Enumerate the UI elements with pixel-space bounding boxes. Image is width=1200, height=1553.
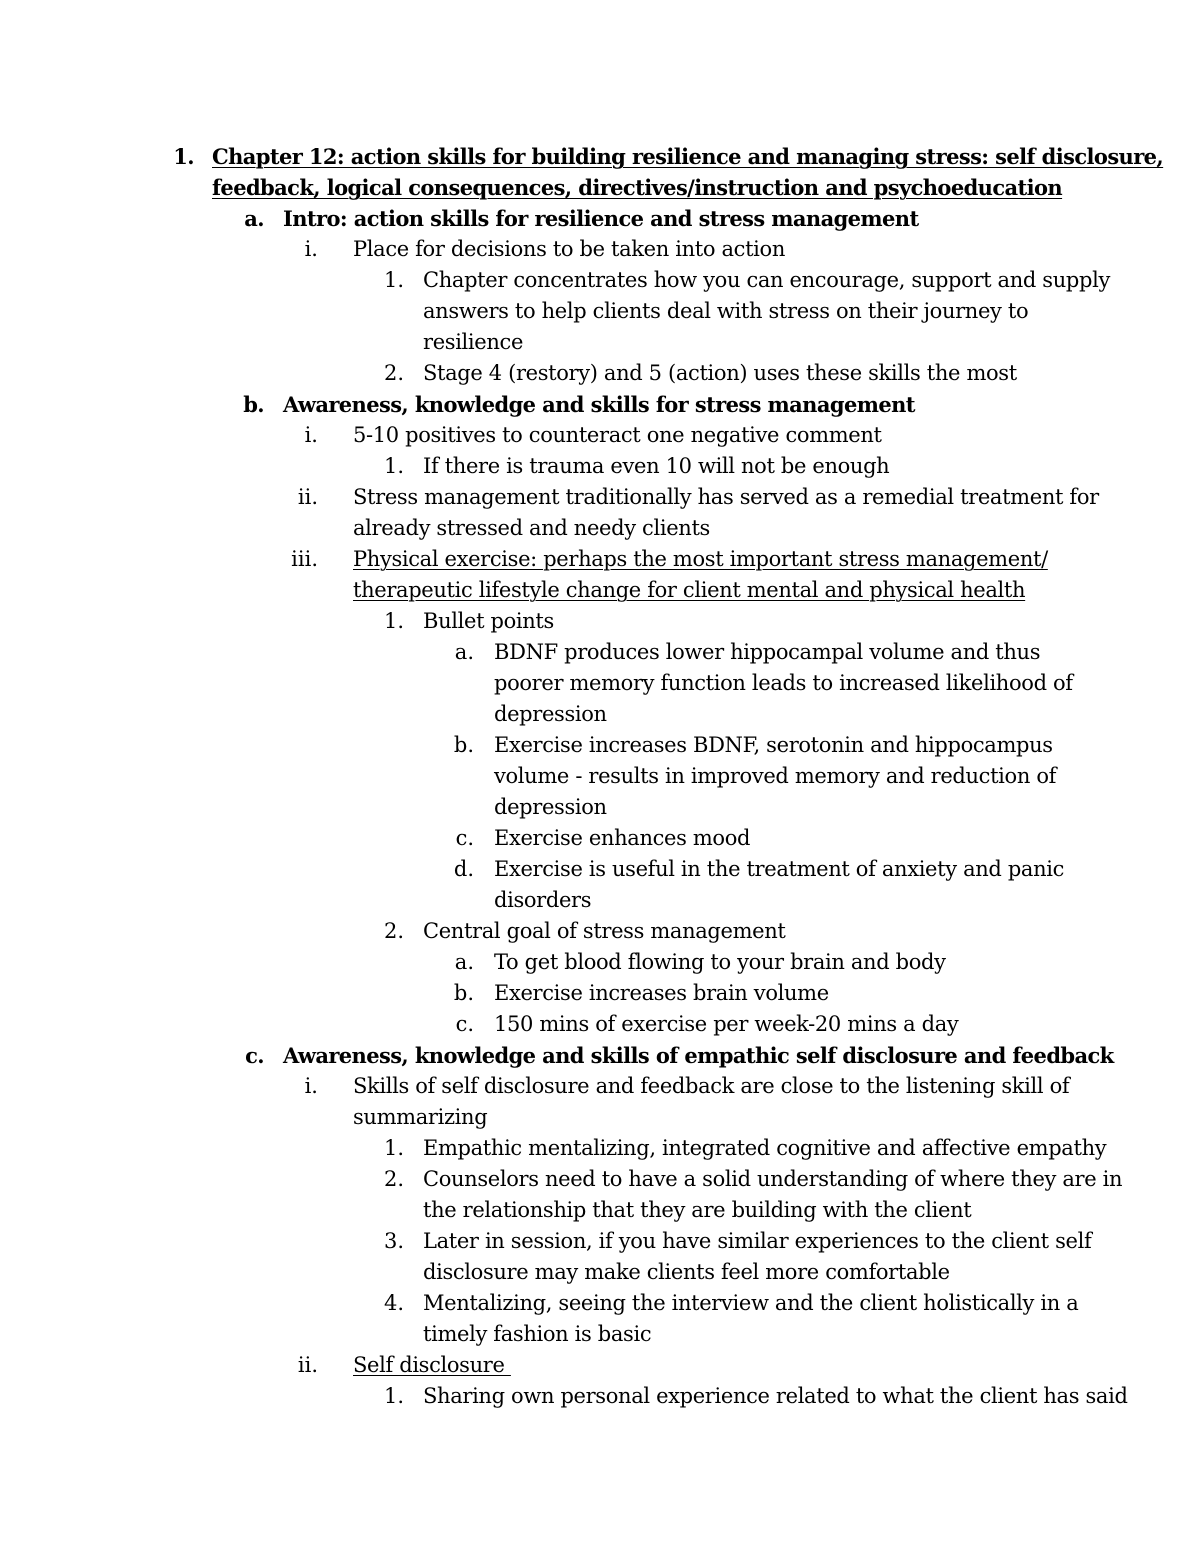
list-item: 5-10 positives to counteract one negative comment (353, 423, 882, 447)
list-item: depression (494, 795, 607, 819)
list-item: Exercise enhances mood (494, 826, 751, 850)
list-item: 150 mins of exercise per week-20 mins a day (494, 1012, 959, 1036)
list-item: Stress management traditionally has served as a remedial treatment for (353, 485, 1099, 509)
list-item: Empathic mentalizing, integrated cognitive and affective empathy (423, 1136, 1107, 1160)
list-marker: a. (454, 950, 474, 974)
list-item: disorders (494, 888, 592, 912)
list-marker: ii. (297, 1353, 318, 1377)
list-marker: 3. (383, 1229, 404, 1253)
list-item: To get blood flowing to your brain and body (494, 950, 946, 974)
title-line-1: Chapter 12: action skills for building resilience and managing stress: self disclosure, (212, 144, 1164, 169)
list-marker: c. (455, 826, 474, 850)
list-item: summarizing (353, 1105, 488, 1129)
section-c-marker: c. (245, 1043, 264, 1068)
list-item: poorer memory function leads to increased likelihood of (494, 671, 1073, 695)
list-item: timely fashion is basic (423, 1322, 652, 1346)
title-marker: 1. (173, 144, 194, 169)
list-item: Counselors need to have a solid understanding of where they are in (423, 1167, 1123, 1191)
list-marker: 1. (383, 268, 404, 292)
list-marker: i. (304, 423, 318, 447)
list-marker: b. (453, 981, 474, 1005)
list-item: therapeutic lifestyle change for client mental and physical health (353, 578, 1026, 602)
list-item: Central goal of stress management (423, 919, 786, 943)
list-marker: 1. (383, 1384, 404, 1408)
list-marker: iii. (291, 547, 318, 571)
list-item: Exercise increases BDNF, serotonin and hippocampus (494, 733, 1053, 757)
list-marker: d. (453, 857, 474, 881)
list-marker: c. (455, 1012, 474, 1036)
list-item: depression (494, 702, 607, 726)
list-item: Exercise is useful in the treatment of anxiety and panic (494, 857, 1065, 881)
section-b-marker: b. (243, 392, 264, 417)
section-a-marker: a. (244, 206, 264, 231)
section-b-heading: Awareness, knowledge and skills for stress management (283, 392, 915, 417)
list-marker: 2. (383, 361, 404, 385)
list-marker: i. (304, 237, 318, 261)
list-marker: 1. (383, 454, 404, 478)
list-marker: i. (304, 1074, 318, 1098)
list-marker: 1. (383, 1136, 404, 1160)
list-item: Mentalizing, seeing the interview and the client holistically in a (423, 1291, 1079, 1315)
list-item: Later in session, if you have similar experiences to the client self (423, 1229, 1092, 1253)
list-item: answers to help clients deal with stress on their journey to (423, 299, 1029, 323)
section-a-heading: Intro: action skills for resilience and stress management (283, 206, 919, 231)
list-marker: b. (453, 733, 474, 757)
list-item: already stressed and needy clients (353, 516, 710, 540)
list-item: volume - results in improved memory and reduction of (494, 764, 1057, 788)
list-item: Skills of self disclosure and feedback are close to the listening skill of (353, 1074, 1070, 1098)
list-item: Bullet points (423, 609, 554, 633)
list-item: If there is trauma even 10 will not be enough (423, 454, 890, 478)
list-item: Self disclosure (353, 1353, 511, 1377)
list-marker: 4. (383, 1291, 404, 1315)
list-item: Chapter concentrates how you can encourage, support and supply (423, 268, 1110, 292)
list-item: disclosure may make clients feel more comfortable (423, 1260, 950, 1284)
title-line-2: feedback, logical consequences, directives/instruction and psychoeducation (212, 175, 1063, 200)
list-item: BDNF produces lower hippocampal volume and thus (494, 640, 1041, 664)
list-marker: 2. (383, 1167, 404, 1191)
list-item: Exercise increases brain volume (494, 981, 829, 1005)
list-item: Place for decisions to be taken into action (353, 237, 785, 261)
list-marker: 1. (383, 609, 404, 633)
list-marker: ii. (297, 485, 318, 509)
list-item: Sharing own personal experience related to what the client has said (423, 1384, 1128, 1408)
list-item: Stage 4 (restory) and 5 (action) uses these skills the most (423, 361, 1017, 385)
list-marker: a. (454, 640, 474, 664)
section-c-heading: Awareness, knowledge and skills of empathic self disclosure and feedback (283, 1043, 1114, 1068)
list-item: Physical exercise: perhaps the most important stress management/ (353, 547, 1048, 571)
list-item: the relationship that they are building with the client (423, 1198, 972, 1222)
list-marker: 2. (383, 919, 404, 943)
list-item: resilience (423, 330, 524, 354)
